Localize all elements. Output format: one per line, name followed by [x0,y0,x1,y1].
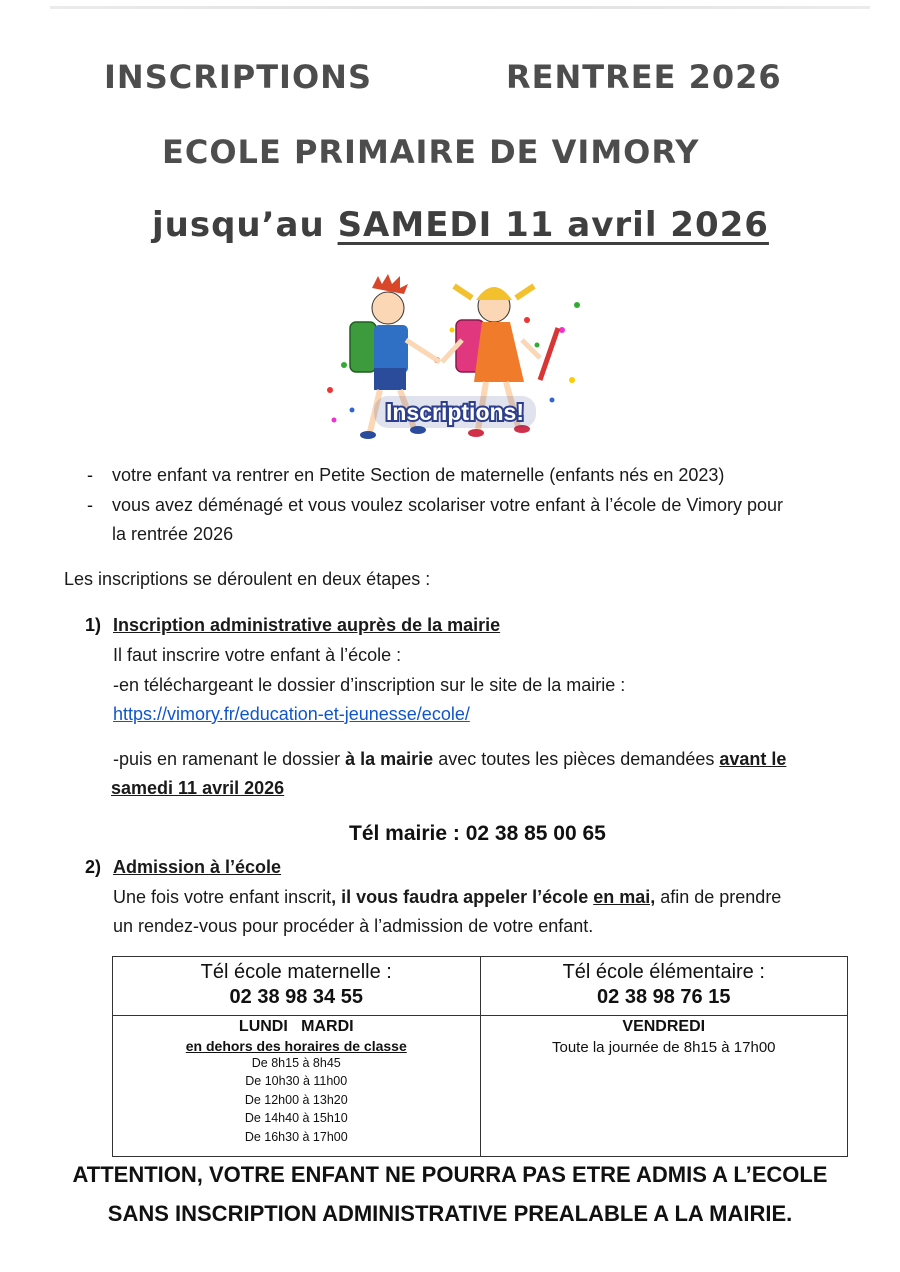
step1-deadline: samedi 11 avril 2026 [111,778,285,798]
step1-line3-a: -puis en ramenant le dossier [113,749,346,769]
intro-text: Les inscriptions se déroulent en deux étapes : [64,569,431,589]
title-rentree: RENTREE 2026 [506,58,782,96]
step1-line3-avant: avant le [719,749,787,769]
mairie-link-wrap [113,704,470,725]
title-inscriptions: INSCRIPTIONS [104,58,372,96]
step1-line3 [113,749,786,770]
step1-number: 1) [85,615,102,635]
time-slot: De 16h30 à 17h00 [244,1129,348,1144]
elementaire-label: Tél école élémentaire : [562,961,765,983]
step2-line1-b: , il vous faudra appeler l’école [331,887,594,907]
maternelle-label: Tél école maternelle : [200,961,392,983]
time-slot: De 14h40 à 15h10 [244,1111,348,1126]
deadline-date: SAMEDI 11 avril 2026 [337,205,769,245]
bullet-demenage: vous avez déménagé et vous voulez scolariser votre enfant à l’école de Vimory pour [112,495,784,515]
elementaire-phone: 02 38 98 76 15 [597,986,731,1008]
elementaire-hours: Toute la journée de 8h15 à 17h00 [551,1039,776,1056]
step2-line2: un rendez-vous pour procéder à l’admission de votre enfant. [113,916,594,936]
scan-edge [50,6,870,9]
elementaire-header-cell [480,957,848,1016]
table-row [113,957,848,1016]
step2-line1-d: afin de prendre [655,887,782,907]
illustration-caption: Inscriptions! [385,399,525,425]
attention-line2: SANS INSCRIPTION ADMINISTRATIVE PREALABLE A LA MAIRIE. [107,1201,793,1226]
attention-line1: ATTENTION, VOTRE ENFANT NE POURRA PAS ETRE ADMIS A L’ECOLE [72,1162,828,1187]
step2-line1-mai: en mai, [593,887,656,907]
bullet-demenage-cont: la rentrée 2026 [112,524,234,544]
step2-line1-a: Une fois votre enfant inscrit [113,887,332,907]
time-slot: De 8h15 à 8h45 [251,1056,341,1070]
bullet-dash: - [87,465,93,485]
step2-line1 [113,887,781,908]
children-illustration [322,270,590,448]
step1-line3-c: avec toutes les pièces demandées [433,749,720,769]
maternelle-phone: 02 38 98 34 55 [229,986,363,1008]
step1-title: Inscription administrative auprès de la mairie [113,615,501,635]
step2-title: Admission à l’école [113,857,282,877]
maternelle-hours-cell [113,1016,481,1157]
bullet-dash: - [87,495,93,515]
mairie-website-link[interactable]: https://vimory.fr/education-et-jeunesse/ecole/ [113,704,470,724]
elementaire-hours-cell [480,1016,848,1157]
step1-line1: Il faut inscrire votre enfant à l’école : [113,645,402,665]
step2-number: 2) [85,857,102,877]
contact-table [112,956,848,1157]
maternelle-days: LUNDI MARDI [238,1018,354,1035]
elementaire-days: VENDREDI [622,1018,706,1035]
bullet-petite-section: votre enfant va rentrer en Petite Section de maternelle (enfants nés en 2023) [112,465,725,485]
maternelle-header-cell [113,957,481,1016]
tel-mairie: Tél mairie : 02 38 85 00 65 [349,822,606,845]
time-slot: De 12h00 à 13h20 [244,1092,348,1107]
step1-line2: -en téléchargeant le dossier d’inscription sur le site de la mairie : [113,675,626,695]
time-slot: De 10h30 à 11h00 [245,1074,348,1089]
maternelle-note: en dehors des horaires de classe [185,1038,407,1054]
deadline-heading [152,205,769,245]
school-title: ECOLE PRIMAIRE DE VIMORY [162,133,700,171]
step1-line3-mairie: à la mairie [345,749,434,769]
deadline-prefix: jusqu’au [152,205,325,245]
table-row [113,1016,848,1157]
